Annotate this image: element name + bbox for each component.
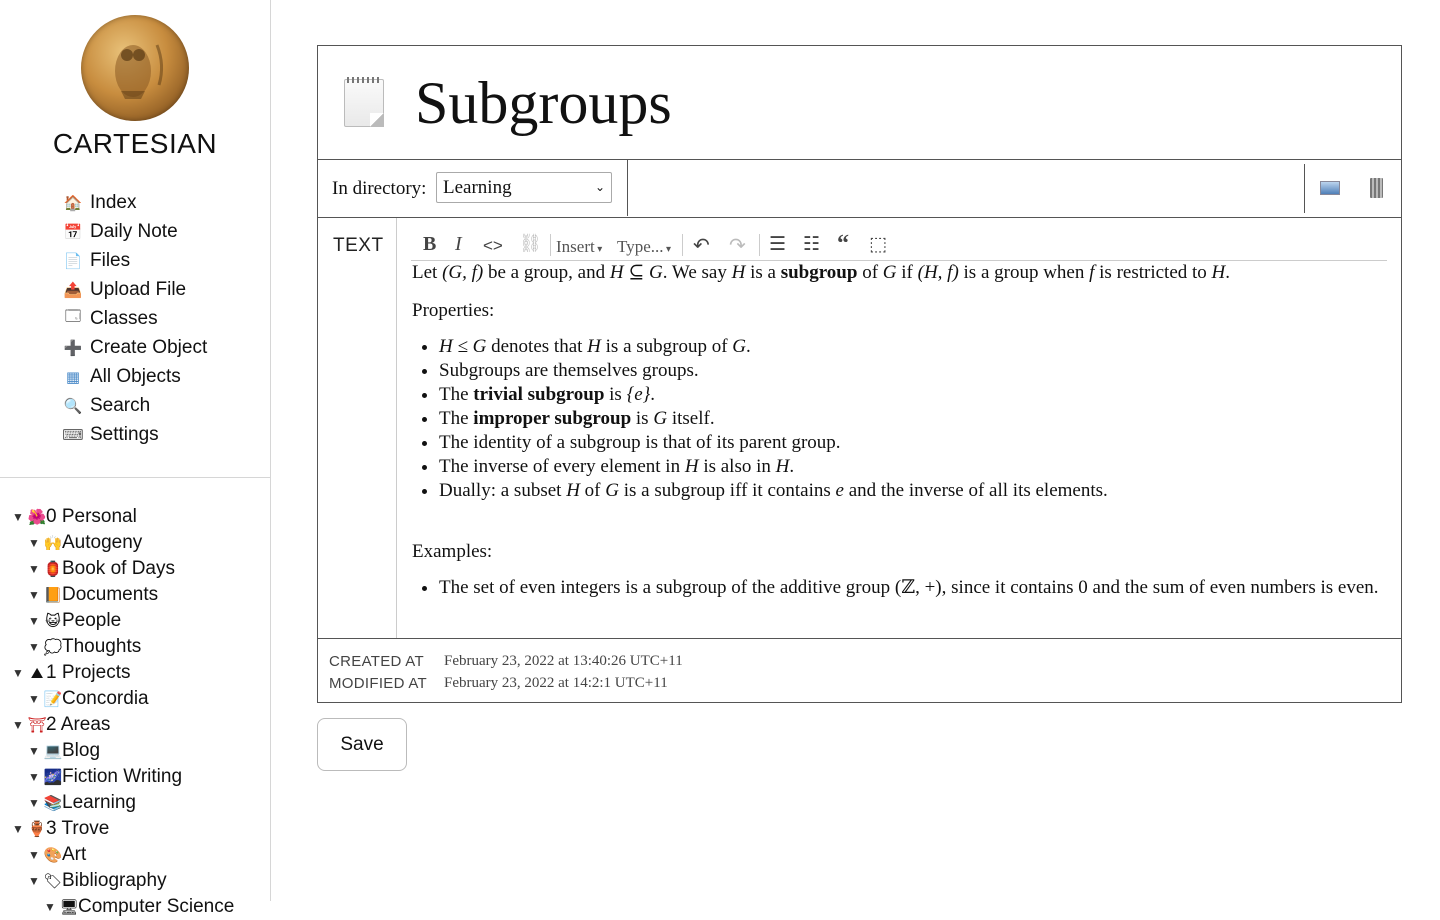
list-item (439, 335, 1387, 359)
text: The (439, 384, 474, 405)
text: denotes that (486, 336, 588, 357)
text: is (604, 384, 627, 405)
link-icon[interactable]: ⛓ (519, 233, 542, 253)
text: . We say (662, 262, 732, 283)
bold-term: trivial subgroup (473, 384, 605, 405)
tree-item-bibliography[interactable] (12, 868, 234, 894)
bold-term: subgroup (780, 262, 858, 283)
tree-label: Learning (62, 792, 136, 813)
magnifier-icon: 🔍 (63, 397, 83, 415)
editor-toolbar (411, 230, 1387, 261)
computer-icon: 🖥 (59, 899, 79, 916)
collapse-triangle-icon[interactable]: ▼ (28, 614, 40, 628)
nav-label: Create Object (90, 336, 208, 358)
metadata-row (318, 638, 1401, 703)
text: The identity of a subgroup is that of its parent group. (439, 432, 841, 453)
italic-icon[interactable]: I (455, 233, 462, 255)
amphora-icon: 🏺 (27, 821, 47, 838)
collapse-triangle-icon[interactable]: ▼ (12, 510, 24, 524)
bullet-list-icon[interactable]: ☰ (769, 234, 787, 255)
text: if (896, 262, 918, 283)
redo-icon[interactable]: ↷ (729, 235, 746, 257)
directory-tree (12, 504, 234, 920)
type-dropdown[interactable] (617, 237, 671, 257)
row-divider (627, 160, 628, 216)
tree-label: 2 Areas (46, 714, 111, 735)
tree-item-fiction-writing[interactable] (12, 764, 234, 790)
undo-icon[interactable]: ↶ (693, 235, 710, 257)
tree-label: 1 Projects (46, 662, 131, 683)
list-item (439, 479, 1387, 503)
row-divider (1304, 164, 1305, 213)
text: is a (745, 262, 781, 283)
mountain-icon: ⛰ (30, 664, 44, 682)
coin-logo[interactable] (81, 15, 189, 121)
trash-icon[interactable] (1370, 178, 1383, 198)
bold-term: improper subgroup (473, 408, 632, 429)
nav-search[interactable] (62, 391, 207, 420)
tree-item-autogeny[interactable] (12, 530, 234, 556)
tree-item-thoughts[interactable] (12, 634, 234, 660)
nav-label: Search (90, 394, 151, 416)
math: H ≤ G (439, 336, 487, 357)
tree-item-trove[interactable] (12, 816, 234, 842)
list-item (439, 576, 1387, 600)
calendar-icon: 📅 (63, 223, 83, 241)
tree-item-art[interactable] (12, 842, 234, 868)
nav-files[interactable] (62, 246, 207, 275)
list-item (439, 383, 1387, 407)
nav-create-object[interactable] (62, 333, 207, 362)
brand-title: CARTESIAN (52, 128, 218, 159)
tree-item-areas[interactable] (12, 712, 234, 738)
main-nav (62, 188, 207, 449)
text: Let (412, 262, 443, 283)
nav-classes[interactable] (62, 304, 207, 333)
text: is a group when (958, 262, 1090, 283)
text: Subgroups are themselves groups. (439, 360, 699, 381)
examples-list (412, 576, 1387, 600)
collapse-triangle-icon[interactable]: ▼ (28, 536, 40, 550)
modified-value: February 23, 2022 at 14:2:1 UTC+11 (444, 675, 668, 691)
math: (ℤ, +) (894, 577, 942, 598)
collapse-triangle-icon[interactable]: ▼ (28, 588, 40, 602)
math: H (731, 262, 746, 283)
nav-upload-file[interactable] (62, 275, 207, 304)
created-value: February 23, 2022 at 13:40:26 UTC+11 (444, 653, 683, 669)
math: G (605, 480, 619, 501)
text: is a subgroup iff it contains (618, 480, 836, 501)
file-icon: 📄 (63, 252, 83, 270)
owl-icon (81, 15, 189, 121)
collapse-triangle-icon[interactable]: ▼ (28, 562, 40, 576)
keyboard-icon: ⌨ (62, 426, 84, 444)
math: G (732, 336, 747, 357)
text: . (650, 384, 655, 405)
list-item (439, 359, 1387, 383)
nav-index[interactable] (62, 188, 207, 217)
text: be a group, and (483, 262, 610, 283)
text: itself. (667, 408, 715, 429)
list-item (439, 407, 1387, 431)
house-icon: 🏠 (63, 194, 83, 212)
cat-face-icon: 😺 (45, 613, 61, 630)
text: is restricted to (1094, 262, 1212, 283)
insert-label: Insert (556, 237, 595, 256)
tree-item-learning[interactable] (12, 790, 234, 816)
sidebar (0, 0, 271, 917)
upload-icon: 📤 (63, 281, 83, 299)
books-icon: 📚 (43, 795, 63, 812)
laptop-icon: 💻 (43, 743, 63, 760)
math: G (653, 408, 668, 429)
page-title[interactable]: Subgroups (415, 70, 672, 136)
plus-icon: ➕ (63, 339, 83, 357)
tree-item-projects[interactable] (12, 660, 234, 686)
directory-label: In directory: (332, 178, 427, 199)
math: e (835, 480, 844, 501)
tree-item-blog[interactable] (12, 738, 234, 764)
tree-label: People (62, 610, 122, 631)
math: H (684, 456, 699, 477)
palette-icon: 🎨 (43, 847, 63, 864)
math: H (1211, 262, 1226, 283)
memo-icon: 📝 (43, 691, 63, 708)
text: Dually: a subset (439, 480, 567, 501)
directory-row (318, 160, 1401, 218)
window-icon: 🗔 (64, 308, 82, 325)
notepad-icon (344, 79, 384, 127)
text: and the inverse of all its elements. (843, 480, 1108, 501)
save-button[interactable]: Save (317, 718, 407, 771)
select-block-icon[interactable]: ⬚ (869, 234, 887, 255)
collapse-triangle-icon[interactable]: ▼ (12, 666, 24, 680)
text: . (789, 456, 795, 477)
tree-label: Documents (62, 584, 159, 605)
nav-label: Settings (90, 423, 159, 445)
tree-label: Computer Science (78, 896, 235, 917)
text: of (579, 480, 606, 501)
grid-icon: ▦ (65, 368, 81, 386)
text: The set of even integers is a subgroup of the additive group (439, 577, 895, 598)
tree-label: Blog (62, 740, 101, 761)
properties-list (412, 335, 1387, 503)
tree-label: 0 Personal (46, 506, 137, 527)
caret-down-icon: ▾ (663, 244, 672, 255)
tree-label: Thoughts (62, 636, 142, 657)
thought-bubble-icon: 💭 (43, 639, 63, 656)
properties-heading: Properties: (412, 300, 495, 321)
list-item (439, 455, 1387, 479)
math: H ⊆ G (609, 262, 663, 283)
math: (H, f) (917, 262, 959, 283)
editor-divider (396, 218, 397, 638)
text: . (746, 336, 751, 357)
directory-selected-value: Learning (443, 177, 512, 198)
tree-label: 3 Trove (46, 818, 110, 839)
text: is (631, 408, 654, 429)
collapse-triangle-icon[interactable]: ▼ (28, 796, 40, 810)
math: H (566, 480, 580, 501)
label-tag-icon: 🏷 (43, 873, 63, 890)
tree-item-book-of-days[interactable] (12, 556, 234, 582)
tree-label: Autogeny (62, 532, 143, 553)
toolbar-separator (759, 234, 760, 256)
object-editor-card (317, 45, 1402, 703)
text: of (857, 262, 883, 283)
lantern-icon: 🏮 (43, 561, 63, 578)
editor-content[interactable] (412, 261, 1387, 600)
tree-label: Bibliography (62, 870, 167, 891)
collapse-triangle-icon[interactable]: ▼ (44, 900, 56, 914)
collapse-triangle-icon[interactable]: ▼ (28, 848, 40, 862)
nav-daily-note[interactable] (62, 217, 207, 246)
nav-label: Daily Note (90, 220, 178, 242)
tree-item-documents[interactable] (12, 582, 234, 608)
nav-label: Classes (90, 307, 158, 329)
intro-paragraph (412, 261, 1387, 285)
tree-label: Book of Days (62, 558, 175, 579)
math: G (882, 262, 897, 283)
tree-item-computer-science[interactable] (12, 894, 234, 920)
toolbar-separator (682, 234, 683, 256)
collapse-triangle-icon[interactable]: ▼ (12, 822, 24, 836)
numbered-list-icon[interactable]: ☷ (803, 234, 821, 255)
blockquote-icon[interactable]: “ (837, 231, 849, 257)
caret-down-icon: ▾ (594, 244, 603, 255)
math: H (775, 456, 790, 477)
orange-book-icon: 📙 (43, 587, 63, 604)
tree-item-people[interactable] (12, 608, 234, 634)
tree-label: Art (62, 844, 87, 865)
examples-heading: Examples: (412, 541, 493, 562)
text: is a subgroup of (600, 336, 733, 357)
math: H (587, 336, 601, 357)
math: (G, f) (442, 262, 484, 283)
text: is also in (698, 456, 776, 477)
torii-gate-icon: ⛩ (27, 717, 47, 734)
nav-label: Index (90, 191, 137, 213)
collapse-triangle-icon[interactable]: ▼ (28, 874, 40, 888)
nav-label: Upload File (90, 278, 187, 300)
created-label: CREATED AT (329, 653, 424, 670)
nav-label: Files (90, 249, 131, 271)
collapse-triangle-icon[interactable]: ▼ (28, 770, 40, 784)
code-icon[interactable]: <> (483, 236, 503, 255)
collapse-triangle-icon[interactable]: ▼ (28, 640, 40, 654)
tree-label: Concordia (62, 688, 149, 709)
chevron-down-icon: ⌄ (594, 180, 605, 194)
list-item (439, 431, 1387, 455)
image-icon[interactable] (1320, 181, 1340, 195)
tree-label: Fiction Writing (62, 766, 183, 787)
title-row (318, 46, 1401, 160)
bold-icon[interactable]: B (423, 233, 437, 255)
nav-label: All Objects (90, 365, 181, 387)
tree-item-concordia[interactable] (12, 686, 234, 712)
math: {e} (626, 384, 651, 405)
collapse-triangle-icon[interactable]: ▼ (28, 692, 40, 706)
nav-settings[interactable] (62, 420, 207, 449)
text: . (1225, 262, 1231, 283)
text-field-label: TEXT (333, 235, 384, 256)
type-label: Type... (617, 237, 664, 256)
collapse-triangle-icon[interactable]: ▼ (12, 718, 24, 732)
insert-dropdown[interactable] (556, 237, 602, 257)
tree-item-personal[interactable] (12, 504, 234, 530)
collapse-triangle-icon[interactable]: ▼ (28, 744, 40, 758)
raised-hands-icon: 🙌 (43, 535, 63, 552)
text: The (439, 408, 474, 429)
text: The inverse of every element in (439, 456, 685, 477)
modified-label: MODIFIED AT (329, 675, 428, 692)
galaxy-icon: 🌌 (43, 769, 63, 786)
nav-all-objects[interactable] (62, 362, 207, 391)
sidebar-divider (0, 477, 270, 478)
math: f (1089, 262, 1095, 283)
text: , since it contains 0 and the sum of even numbers is even. (941, 577, 1379, 598)
toolbar-separator (550, 234, 551, 256)
hibiscus-icon: 🌺 (27, 509, 47, 526)
directory-select[interactable] (436, 172, 612, 203)
